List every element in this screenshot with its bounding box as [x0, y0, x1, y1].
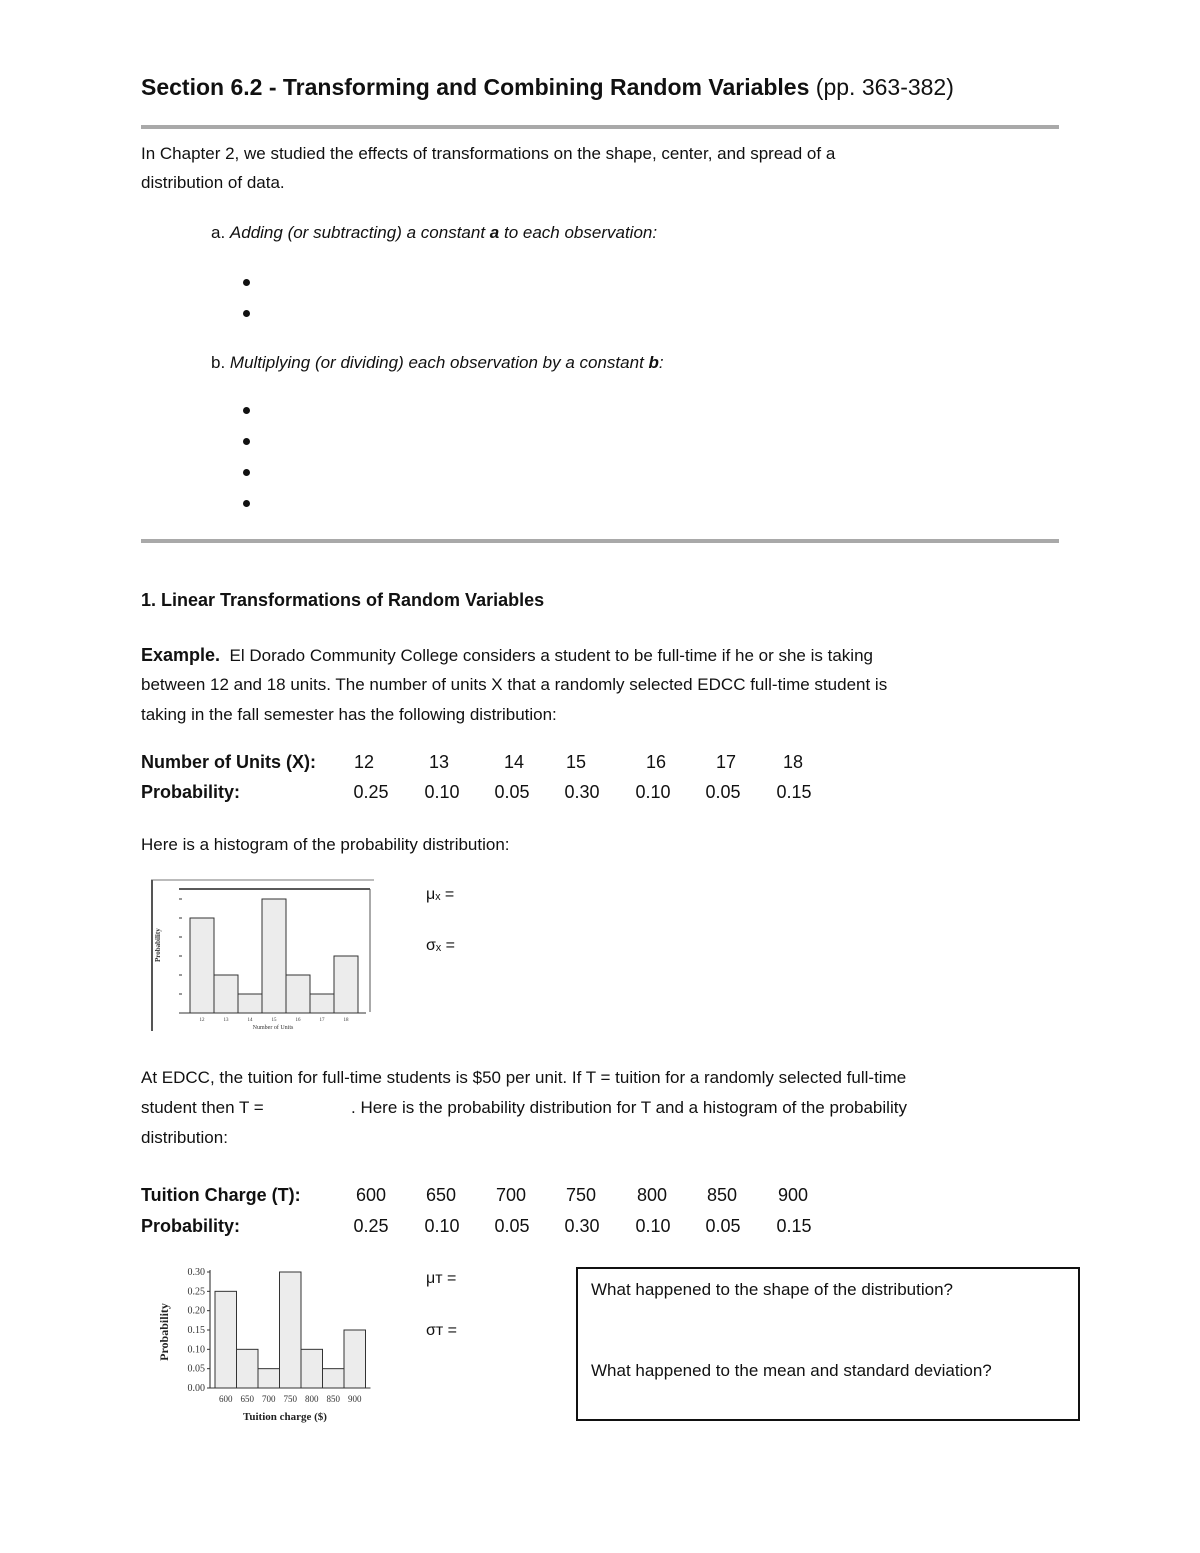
- table-cell: 0.05: [705, 1216, 741, 1236]
- table-cell: 650: [425, 1185, 457, 1205]
- example-text-1: El Dorado Community College considers a student to be full-time if he or she is taking: [229, 646, 873, 665]
- mu-x: μₓ =: [426, 886, 455, 903]
- table-cell: 850: [706, 1185, 738, 1205]
- y-tick-label: 0.20: [187, 1305, 205, 1317]
- example-label: Example.: [141, 645, 221, 665]
- bar-850: [323, 1369, 345, 1388]
- y-tick-label: 0.00: [187, 1383, 205, 1394]
- x-ticks: [200, 1018, 350, 1023]
- table-t-values-label: Tuition Charge (T):: [141, 1185, 301, 1205]
- item-a-text: Adding (or subtracting) a constant: [229, 223, 490, 242]
- y-ticks: [179, 899, 182, 1013]
- section-heading: 1. Linear Transformations of Random Variables: [141, 590, 545, 610]
- question-box: [576, 1267, 1080, 1421]
- table-cell: 600: [355, 1185, 387, 1205]
- bar-750: [280, 1272, 302, 1388]
- bar-15: [262, 899, 286, 1013]
- table-cell: 0.10: [635, 1216, 671, 1236]
- x-tick-label: 18: [343, 1018, 349, 1023]
- y-tick-label: 0.30: [187, 1267, 205, 1278]
- bar-600: [215, 1291, 237, 1388]
- bars: [182, 899, 366, 1013]
- table-cell: 0.30: [564, 1216, 600, 1236]
- x-tick-label: 800: [305, 1394, 319, 1404]
- item-a-prefix: a.: [211, 223, 230, 242]
- example-line-1: [141, 640, 873, 671]
- x-tick-label: 750: [283, 1394, 297, 1404]
- table-cell: 0.05: [494, 1216, 530, 1236]
- x-tick-label: 15: [271, 1018, 277, 1023]
- question-shape: What happened to the shape of the distribution?: [591, 1280, 953, 1299]
- bar-16: [286, 975, 310, 1013]
- example-line-2: between 12 and 18 units. The number of units X that a randomly selected EDCC full-time student is: [141, 675, 888, 694]
- x-tick-label: 650: [240, 1394, 254, 1404]
- tuition-line-2a: student then T =: [141, 1098, 264, 1117]
- x-tick-label: 16: [295, 1018, 301, 1023]
- bar-17: [310, 994, 334, 1013]
- tuition-line-1: At EDCC, the tuition for full-time students is $50 per unit. If T = tuition for a randomly selected full-time: [141, 1068, 907, 1087]
- table-cell: 0.05: [494, 782, 530, 802]
- table-cell: 15: [565, 752, 587, 772]
- bar-14: [238, 994, 262, 1013]
- bullet: [243, 438, 250, 445]
- y-tick-label: 0.15: [187, 1325, 205, 1336]
- bar-650: [237, 1349, 259, 1388]
- table-t-prob-label: Probability:: [141, 1216, 241, 1236]
- table-cell: 18: [782, 752, 804, 772]
- x-tick-label: 14: [247, 1018, 253, 1023]
- bullet: [243, 407, 250, 414]
- y-tick-label: 0.25: [187, 1286, 205, 1298]
- intro-line-1: In Chapter 2, we studied the effects of transformations on the shape, center, and spread of a: [141, 144, 836, 163]
- y-ticks: [188, 1267, 211, 1394]
- table-cell: 17: [715, 752, 737, 772]
- bar-700: [258, 1369, 280, 1388]
- title-main: Section 6.2 - Transforming and Combining Random Variables: [141, 74, 810, 100]
- table-cell: 750: [565, 1185, 597, 1205]
- table-cell: 0.05: [705, 782, 741, 802]
- y-tick-label: 0.05: [187, 1363, 205, 1375]
- divider-top: [141, 125, 1059, 129]
- x-axis-label: Tuition charge ($): [243, 1411, 327, 1423]
- table-cell: 16: [645, 752, 667, 772]
- table-x-prob-label: Probability:: [141, 782, 241, 802]
- table-cell: 0.30: [564, 782, 600, 802]
- table-cell: 0.25: [353, 782, 389, 802]
- bar-18: [334, 956, 358, 1013]
- item-b-var: b: [648, 353, 659, 372]
- histogram-intro: Here is a histogram of the probability distribution:: [141, 835, 510, 854]
- table-cell: 0.10: [424, 1216, 460, 1236]
- table-cell: 14: [503, 752, 525, 772]
- table-cell: 13: [428, 752, 450, 772]
- table-x-values-label: Number of Units (X):: [141, 752, 316, 772]
- y-tick-label: 0.10: [187, 1344, 205, 1356]
- bar-900: [344, 1330, 366, 1388]
- mu-t: μᴛ =: [426, 1270, 457, 1287]
- table-cell: 0.10: [424, 782, 460, 802]
- table-cell: 0.15: [776, 1216, 812, 1236]
- item-a-suffix: to each observation:: [499, 223, 658, 242]
- bars: [210, 1272, 371, 1388]
- histogram-units: [148, 877, 378, 1033]
- question-mean-sd: What happened to the mean and standard deviation?: [591, 1361, 992, 1380]
- intro-line-2: distribution of data.: [141, 173, 285, 192]
- x-tick-label: 900: [348, 1394, 362, 1404]
- table-cell: 0.15: [776, 782, 812, 802]
- x-tick-label: 17: [319, 1018, 325, 1023]
- table-cell: 900: [777, 1185, 809, 1205]
- x-tick-label: 12: [199, 1018, 205, 1023]
- item-a: [211, 223, 657, 243]
- histogram-tuition: [150, 1260, 380, 1430]
- x-tick-label: 600: [219, 1394, 233, 1404]
- x-tick-label: 700: [262, 1394, 276, 1404]
- bullet: [243, 310, 250, 317]
- item-b: [211, 353, 664, 373]
- item-a-var: a: [489, 223, 500, 242]
- example-line-3: taking in the fall semester has the following distribution:: [141, 705, 557, 724]
- bullet: [243, 500, 250, 507]
- page-title: [141, 74, 954, 101]
- table-cell: 0.10: [635, 782, 671, 802]
- bullet: [243, 279, 250, 286]
- table-cell: 0.25: [353, 1216, 389, 1236]
- table-cell: 800: [636, 1185, 668, 1205]
- table-cell: 700: [495, 1185, 527, 1205]
- bar-800: [301, 1349, 323, 1388]
- bullet: [243, 469, 250, 476]
- x-ticks: [219, 1394, 362, 1404]
- table-cell: 12: [353, 752, 375, 772]
- y-axis-label: Probability: [154, 928, 162, 962]
- tuition-line-2b: . Here is the probability distribution for T and a histogram of the probability: [351, 1098, 907, 1117]
- item-b-text: Multiplying (or dividing) each observation by a constant: [229, 353, 649, 372]
- x-axis-label: Number of Units: [252, 1025, 294, 1031]
- sigma-x: σₓ =: [426, 937, 455, 954]
- bar-13: [214, 975, 238, 1013]
- item-b-prefix: b.: [211, 353, 230, 372]
- divider-middle: [141, 539, 1059, 543]
- tuition-line-3: distribution:: [141, 1128, 228, 1147]
- item-b-suffix: :: [658, 353, 664, 372]
- title-pages: (pp. 363-382): [815, 74, 954, 100]
- x-tick-label: 850: [326, 1394, 340, 1404]
- bar-12: [190, 918, 214, 1013]
- x-tick-label: 13: [223, 1018, 229, 1023]
- sigma-t: σᴛ =: [426, 1322, 457, 1339]
- y-axis-label: Probability: [157, 1303, 171, 1361]
